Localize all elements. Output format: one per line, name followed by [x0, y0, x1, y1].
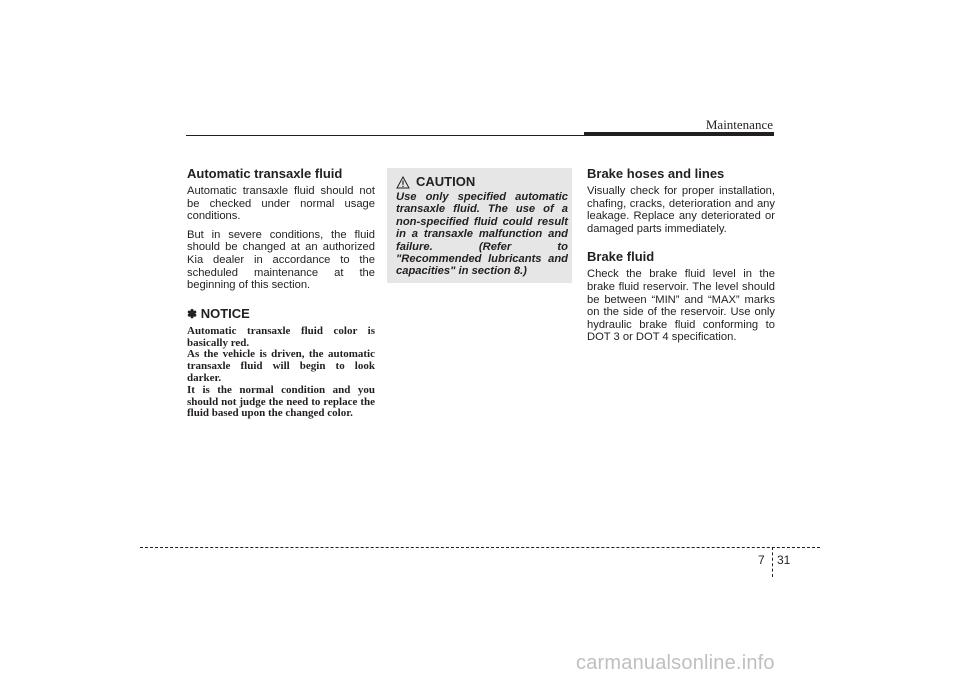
page-divider: [772, 547, 773, 577]
heading-automatic-transaxle-fluid: Automatic transaxle fluid: [187, 166, 343, 181]
chapter-number: 7: [758, 553, 765, 567]
paragraph: Check the brake fluid level in the brake fluid reservoir. The level should be between “MIN” and “MAX” marks on the side of the reservoir. Use only hydraulic brake fluid conforming to DOT 3 or DOT 4 specification.: [587, 268, 775, 344]
warning-triangle-icon: [396, 176, 410, 189]
notice-heading: [187, 306, 375, 322]
caution-box: [387, 168, 572, 283]
watermark: carmanualsonline.info: [576, 652, 775, 674]
heading-brake-hoses-and-lines: Brake hoses and lines: [587, 166, 725, 181]
header-rule: [186, 135, 586, 136]
heading-brake-fluid: Brake fluid: [587, 249, 655, 265]
paragraph: But in severe conditions, the fluid should be changed at an authorized Kia dealer in accordance to the scheduled maintenance at the beginning of this section.: [187, 228, 375, 292]
notice-title: NOTICE: [200, 305, 250, 321]
notice-line: Automatic transaxle fluid color is basically red.: [187, 324, 375, 349]
paragraph: Automatic transaxle fluid should not be checked under normal usage conditions.: [187, 185, 375, 223]
right-column: [587, 166, 775, 350]
caution-text: Use only specified automatic transaxle fluid. The use of a non-specified fluid could result in a transaxle malfunction and failure. (Refer to "Recommended lubricants and capacities" in section 8.): [396, 191, 568, 278]
section-title: Maintenance: [705, 117, 773, 132]
left-column: [187, 166, 375, 420]
paragraph: Visually check for proper installation, chafing, cracks, deterioration and any leakage. Replace any deteriorated or damaged parts immediately.: [587, 185, 775, 235]
header-bar: [584, 132, 774, 136]
notice-line: As the vehicle is driven, the automatic transaxle fluid will begin to look darker.: [187, 348, 375, 384]
caution-heading: [396, 174, 568, 189]
notice-line: It is the normal condition and you should not judge the need to replace the fluid based upon the changed color.: [187, 383, 375, 420]
footer-rule: [140, 547, 820, 548]
notice-star-icon: ✽: [187, 306, 198, 321]
page-number: 31: [777, 553, 791, 567]
caution-title: CAUTION: [416, 174, 476, 189]
